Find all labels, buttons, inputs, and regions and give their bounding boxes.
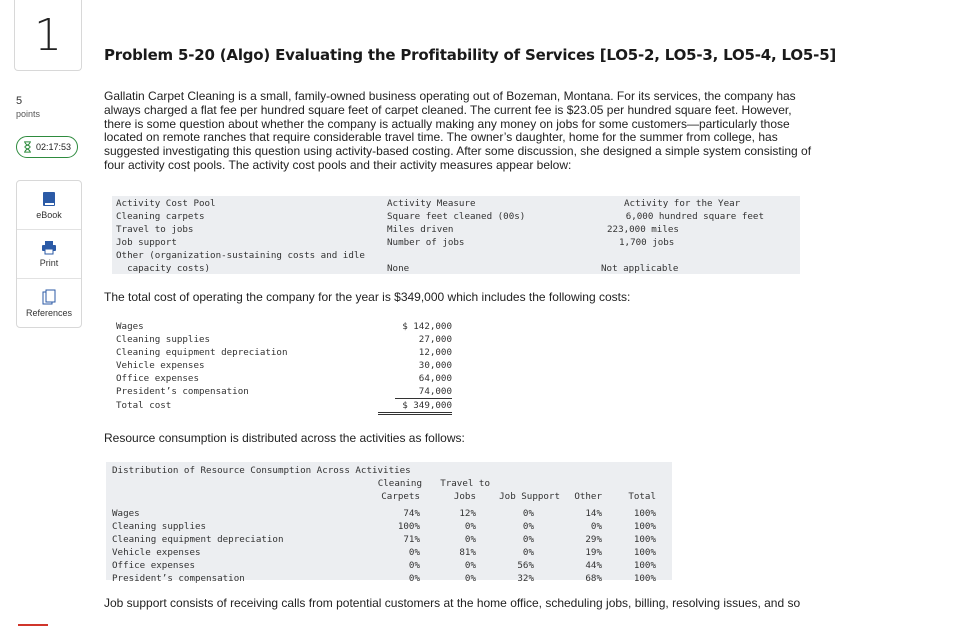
percent-cell: 0% xyxy=(464,521,476,532)
total-cost-text: The total cost of operating the company for the year is $349,000 which includes the following costs: xyxy=(104,290,631,304)
intro-line: always charged a flat fee per hundred square feet of carpet cleaned. The current fee is $23.05 per hundred square feet. However, xyxy=(104,102,792,117)
activity-cell: 223,000 miles xyxy=(607,224,679,235)
distribution-text: Resource consumption is distributed across the activities as follows: xyxy=(104,431,465,445)
total-amount: $ 349,000 xyxy=(378,399,452,415)
percent-cell: 29% xyxy=(585,534,602,545)
table-row xyxy=(112,333,464,346)
percent-cell: 0% xyxy=(464,573,476,584)
percent-cell: 100% xyxy=(633,534,656,545)
table-title: Distribution of Resource Consumption Across Activities xyxy=(112,465,411,476)
header-other: Other xyxy=(574,491,602,502)
activity-table xyxy=(112,196,800,274)
cost-amount: 27,000 xyxy=(418,334,452,345)
percent-cell: 0% xyxy=(522,547,534,558)
percent-cell: 32% xyxy=(517,573,534,584)
header-travel: Travel to xyxy=(440,478,490,489)
measure-cell: Miles driven xyxy=(387,224,454,235)
job-support-text: Job support consists of receiving calls from potential customers at the home office, scheduling jobs, billing, resolving issues, and so xyxy=(104,596,801,610)
header-cost-pool: Activity Cost Pool xyxy=(116,198,216,209)
table-row xyxy=(112,372,464,385)
row-label: Vehicle expenses xyxy=(112,547,201,558)
header-jobs: Jobs xyxy=(453,491,476,502)
intro-line: suggested investigating this question using activity-based costing. After some discussion, she designed a simple system consisting of xyxy=(104,144,812,159)
print-icon xyxy=(41,240,57,255)
percent-cell: 12% xyxy=(459,508,476,519)
activity-cell: 1,700 jobs xyxy=(619,237,675,248)
print-label: Print xyxy=(39,258,59,268)
cost-amount: 74,000 xyxy=(395,385,452,399)
cost-label: Vehicle expenses xyxy=(116,360,205,371)
percent-cell: 0% xyxy=(522,534,534,545)
references-label: References xyxy=(25,307,73,318)
percent-cell: 71% xyxy=(403,534,420,545)
table-title-row xyxy=(106,464,672,477)
problem-title: Problem 5-20 (Algo) Evaluating the Profitability of Services [LO5-2, LO5-3, LO5-4, LO5-5] xyxy=(104,46,837,64)
table-row xyxy=(112,320,464,333)
row-label: Office expenses xyxy=(112,560,195,571)
cost-label: Cleaning supplies xyxy=(116,334,211,345)
percent-cell: 0% xyxy=(590,521,602,532)
cost-amount: 30,000 xyxy=(418,360,452,371)
percent-cell: 0% xyxy=(408,560,420,571)
intro-line: four activity cost pools. The activity cost pools and their activity measures appear below: xyxy=(104,157,572,172)
ebook-label: eBook xyxy=(36,209,62,220)
references-icon xyxy=(42,289,56,305)
intro-line: located on remote ranches that require considerable travel time. The owner’s daughter, home for the summer from college, has xyxy=(104,130,778,145)
pool-cell: Travel to jobs xyxy=(116,224,194,235)
percent-cell: 74% xyxy=(403,508,420,519)
cost-table xyxy=(112,320,464,412)
cost-amount: 64,000 xyxy=(418,373,452,384)
header-measure: Activity Measure xyxy=(387,198,476,209)
header-total: Total xyxy=(628,491,656,502)
distribution-table xyxy=(106,462,672,584)
table-row xyxy=(106,507,672,520)
percent-cell: 44% xyxy=(585,560,602,571)
measure-cell: Number of jobs xyxy=(387,237,465,248)
measure-cell: Square feet cleaned (00s) xyxy=(387,211,526,222)
percent-cell: 0% xyxy=(522,508,534,519)
header-job-support: Job Support xyxy=(499,491,560,502)
percent-cell: 100% xyxy=(633,521,656,532)
header-cleaning: Cleaning xyxy=(377,478,422,489)
percent-cell: 81% xyxy=(459,547,476,558)
pool-cell: capacity costs) xyxy=(116,263,211,274)
row-label: Cleaning supplies xyxy=(112,521,207,532)
percent-cell: 0% xyxy=(522,521,534,532)
table-row xyxy=(106,520,672,533)
percent-cell: 100% xyxy=(633,573,656,584)
points-label: points xyxy=(16,109,41,119)
table-row xyxy=(106,559,672,572)
row-label: President’s compensation xyxy=(112,573,245,584)
percent-cell: 100% xyxy=(397,521,420,532)
percent-cell: 14% xyxy=(585,508,602,519)
timer-value: 02:17:53 xyxy=(35,142,72,152)
pool-cell: Job support xyxy=(116,237,177,248)
header-activity: Activity for the Year xyxy=(624,198,741,209)
intro-line: there is some question about whether the company is actually making any money on jobs for some customers—particularly those xyxy=(104,116,790,131)
intro-line: Gallatin Carpet Cleaning is a small, family-owned business operating out of Bozeman, Montana. For its services, the company has xyxy=(104,89,796,103)
points-value: 5 xyxy=(16,95,23,107)
timer[interactable] xyxy=(16,136,78,158)
pool-cell: Cleaning carpets xyxy=(116,211,205,222)
cost-label: Wages xyxy=(116,321,144,332)
row-label: Wages xyxy=(112,508,140,519)
percent-cell: 19% xyxy=(585,547,602,558)
header-carpets: Carpets xyxy=(381,491,420,502)
cost-label: President’s compensation xyxy=(116,386,249,397)
pool-cell: Other (organization-sustaining costs and idle xyxy=(116,250,365,261)
percent-cell: 0% xyxy=(464,560,476,571)
header-row-top xyxy=(106,477,672,490)
tools-panel xyxy=(16,180,82,328)
intro-paragraph xyxy=(104,90,811,173)
cost-amount: $ 142,000 xyxy=(402,321,452,332)
measure-cell: None xyxy=(387,263,410,274)
question-number: 1 xyxy=(14,0,82,71)
table-row xyxy=(112,346,464,359)
ebook-button[interactable] xyxy=(17,181,81,230)
total-label: Total cost xyxy=(116,400,172,411)
percent-cell: 0% xyxy=(408,547,420,558)
percent-cell: 100% xyxy=(633,508,656,519)
percent-cell: 0% xyxy=(464,534,476,545)
percent-cell: 56% xyxy=(517,560,534,571)
hourglass-icon xyxy=(23,141,32,153)
percent-cell: 100% xyxy=(633,547,656,558)
row-label: Cleaning equipment depreciation xyxy=(112,534,284,545)
cost-label: Office expenses xyxy=(116,373,199,384)
table-row xyxy=(112,359,464,372)
percent-cell: 68% xyxy=(585,573,602,584)
header-row xyxy=(106,490,672,503)
cost-amount: 12,000 xyxy=(418,347,452,358)
percent-cell: 0% xyxy=(408,573,420,584)
table-row xyxy=(106,572,672,585)
total-row xyxy=(112,399,464,412)
activity-cell: Not applicable xyxy=(601,263,679,274)
activity-cell: 6,000 hundred square feet xyxy=(625,211,764,222)
percent-cell: 100% xyxy=(633,560,656,571)
print-button[interactable] xyxy=(17,230,81,279)
ebook-icon xyxy=(42,191,56,207)
table-row xyxy=(112,385,464,398)
references-button[interactable] xyxy=(17,279,81,327)
cost-label: Cleaning equipment depreciation xyxy=(116,347,288,358)
table-row xyxy=(106,533,672,546)
table-row xyxy=(106,546,672,559)
